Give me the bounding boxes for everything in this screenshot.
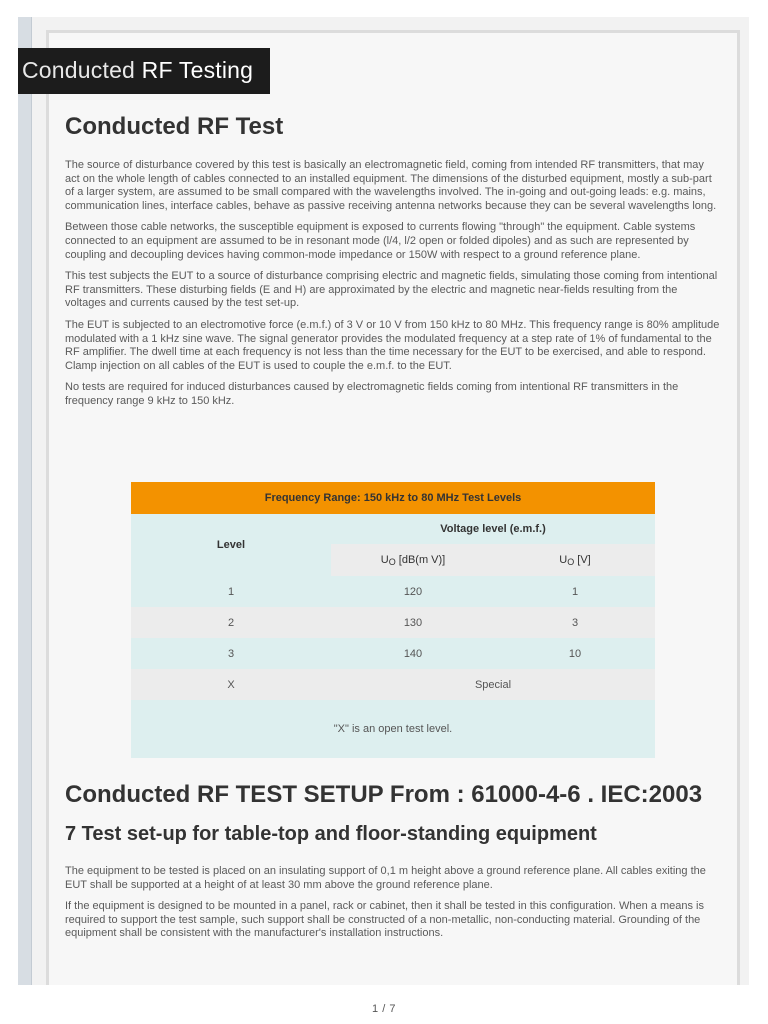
table-note-row (131, 700, 655, 758)
col-header-db: UO [dB(m V)] (331, 544, 495, 576)
paragraph-3: This test subjects the EUT to a source of disturbance comprising electric and magnetic fields, simulating those coming from intentional RF transmitters. These disturbing fields (E and H) are approximated by the electric and magnetic near-fields resulting from the voltages and currents caused by the test set-up. (65, 270, 718, 310)
setup-paragraph-2: If the equipment is designed to be mounted in a panel, rack or cabinet, then it shall be tested in this configuration. When a means is required to support the test sample, such support shall be constructed of a non-metallic, non-conducting material. Grounding of the equipment shall be consistent with the manufacturer's installation instructions. (65, 900, 704, 940)
table-row (131, 576, 655, 607)
setup-section (65, 781, 725, 941)
table-header-row (131, 514, 655, 544)
page-banner (18, 48, 270, 94)
left-scroll-strip[interactable] (18, 17, 32, 985)
paragraph-1: The source of disturbance covered by this test is basically an electromagnetic field, coming from intended RF transmitters, that may act on the whole length of cables connected to an installed equipment. The dimensions of the disturbed equipment, mostly a sub-part of a larger system, are assumed to be small compared with the wavelengths involved. The in-going and out-going leads: e.g. mains, communication lines, interface cables, behave as passive receiving antenna networks because they can be several wavelengths long. (65, 159, 717, 212)
banner-thin-text: Conducted (22, 57, 136, 83)
paragraph-4: The EUT is subjected to an electromotive force (e.m.f.) of 3 V or 10 V from 150 kHz to 80 MHz. This frequency range is 80% amplitude modulated with a 1 kHz sine wave. The signal generator provides the modulated frequency at a step rate of 1% of fundamental to the RF amplifier. The dwell time at each frequency is not less than the time necessary for the EUT to be exercised, and able to respond. Clamp injection on all cables of the EUT is used to couple the e.m.f. to the EUT. (65, 318, 720, 372)
table-row-special (131, 669, 655, 700)
table-caption-row (131, 482, 655, 514)
banner-bold-text: RF Testing (141, 57, 254, 83)
level-header: Level (131, 514, 331, 576)
table-note: "X" is an open test level. (131, 700, 655, 758)
table-row (131, 607, 655, 638)
cell-level: X (131, 669, 331, 700)
cell-v: 3 (495, 607, 655, 638)
cell-db: 140 (331, 638, 495, 669)
voltage-header: Voltage level (e.m.f.) (331, 514, 655, 544)
setup-paragraph-1: The equipment to be tested is placed on an insulating support of 0,1 m height above a ground reference plane. All cables exiting the EUT shall be supported at a height of at least 30 mm above the ground reference plane. (65, 865, 706, 891)
intro-section (65, 111, 721, 409)
cell-level: 2 (131, 607, 331, 638)
cell-special: Special (331, 669, 655, 700)
test-levels-table-container (131, 482, 655, 758)
setup-heading: Conducted RF TEST SETUP From : 61000-4-6 . IEC:2003 (65, 781, 703, 808)
setup-subheading: 7 Test set-up for table-top and floor-standing equipment (65, 823, 597, 845)
table-caption: Frequency Range: 150 kHz to 80 MHz Test Levels (131, 482, 655, 514)
page-indicator: 1 / 7 (372, 1003, 396, 1015)
cell-db: 130 (331, 607, 495, 638)
cell-level: 1 (131, 576, 331, 607)
page-title: Conducted RF Test (65, 113, 284, 140)
table-row (131, 638, 655, 669)
cell-v: 10 (495, 638, 655, 669)
cell-db: 120 (331, 576, 495, 607)
paragraph-5: No tests are required for induced disturbances caused by electromagnetic fields coming from intentional RF transmitters in the frequency range 9 kHz to 150 kHz. (65, 381, 679, 407)
test-levels-table (131, 482, 655, 758)
col-header-v: UO [V] (495, 544, 655, 576)
paragraph-2: Between those cable networks, the susceptible equipment is exposed to currents flowing "through" the equipment. Cable systems connected to an equipment are assumed to be in resonant mode (l/4, l/2 open or folded dipoles) and as such are represented by coupling and decoupling devices having common-mode impedance or 150W with respect to a ground reference plane. (65, 221, 696, 261)
cell-level: 3 (131, 638, 331, 669)
cell-v: 1 (495, 576, 655, 607)
